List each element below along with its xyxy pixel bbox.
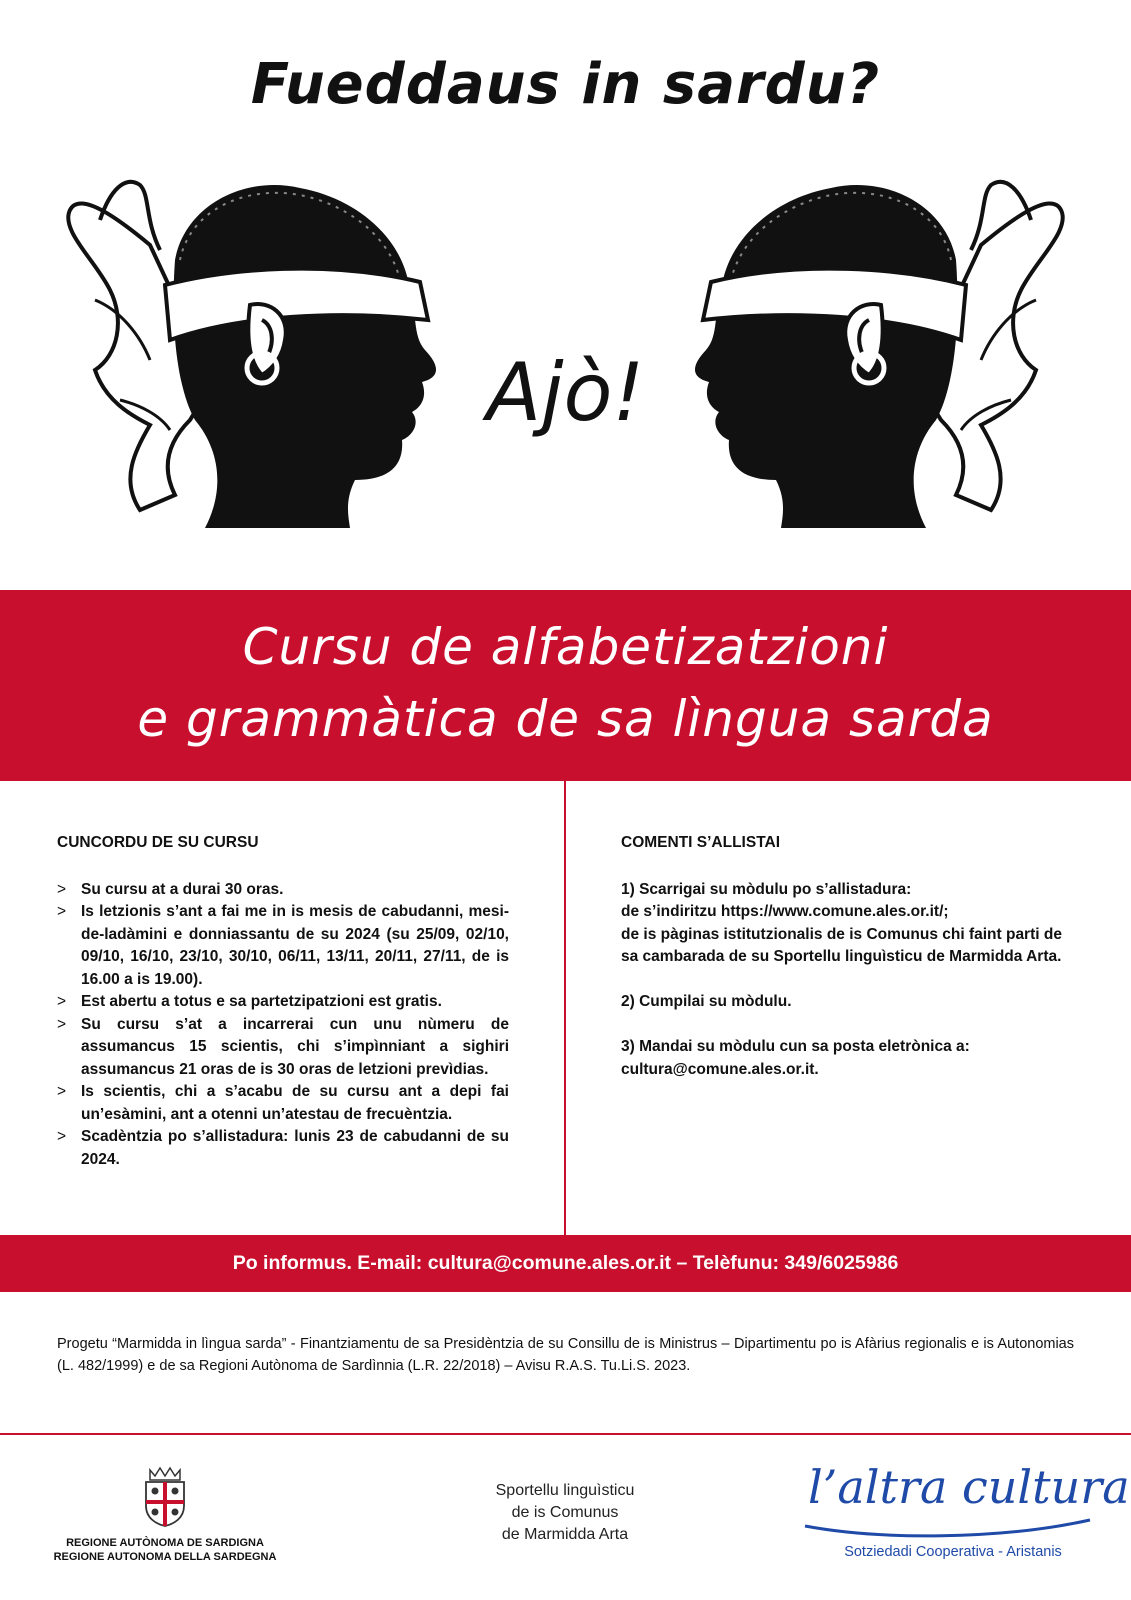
- altra-cultura-logo: [800, 1460, 1130, 1580]
- list-item: > Scadèntzia po s’allistadura: lunis 23 de cabudanni de su 2024.: [57, 1126, 509, 1171]
- region-name-italian: REGIONE AUTONOMA DELLA SARDEGNA: [53, 1551, 277, 1563]
- list-item: > Is scientis, chi a s’acabu de su cursu ant a depi fai un’esàmini, ant a otenni un’atestau de frecuèntzia.: [57, 1081, 509, 1126]
- list-item: > Su cursu at a durai 30 oras.: [57, 879, 509, 902]
- poster-title: Fueddaus in sardu?: [250, 52, 881, 117]
- region-name-sardinian: REGIONE AUTÒNOMA DE SARDIGNA: [66, 1537, 264, 1549]
- step-1-pages: de is pàginas istitutzionalis de is Comunus chi faint parti de sa cambarada de su Sportellu linguìsticu de Marmidda Arta.: [621, 925, 1062, 965]
- region-sardinia-logo: [30, 1466, 300, 1576]
- contact-info-bar: Po informus. E-mail: cultura@comune.ales.or.it – Telèfunu: 349/6025986: [0, 1235, 1131, 1292]
- step-1-website-link[interactable]: de s’indiritzu https://www.comune.ales.or.it/;: [621, 903, 949, 920]
- course-agreement-heading: CUNCORDU DE SU CURSU: [57, 834, 259, 851]
- how-to-enroll-section: [621, 832, 1076, 1104]
- column-divider: [564, 781, 566, 1235]
- course-title-line-2: e grammàtica de sa lìngua sarda: [137, 690, 994, 748]
- course-title-banner: [0, 590, 1131, 781]
- altra-cultura-subtitle: Sotziedadi Cooperativa - Aristanis: [844, 1544, 1062, 1560]
- list-item: > Su cursu s’at a incarrerai cun unu nùmeru de assumancus 15 scientis, chi s’impìnniant a sighiri assumancus 21 oras de is 30 oras de letzioni prevìdias.: [57, 1014, 509, 1082]
- altra-cultura-swoosh-icon: [800, 1506, 1100, 1546]
- enroll-step-3: [621, 1036, 1076, 1081]
- step-1-intro: 1) Scarrigai su mòdulu po s’allistadura:: [621, 880, 912, 898]
- step-2-text: 2) Cumpilai su mòdulu.: [621, 993, 792, 1010]
- funding-statement: Progetu “Marmidda in lìngua sarda” - Finantziamentu de sa Presidèntzia de su Consillu de is Ministrus – Dipartimentu po is Afàrius regionalis e is Autonomias (L. 482/1999) e de sa Regioni Autònoma de Sardìnnia (L.R. 22/2018) – Avisu R.A.S. Tu.Li.S. 2023.: [57, 1336, 1074, 1374]
- how-to-enroll-heading: COMENTI S’ALLISTAI: [621, 834, 781, 851]
- sportellu-line-2: de is Comunus: [511, 1504, 619, 1521]
- list-item: > Is letzionis s’ant a fai me in is mesis de cabudanni, mesi-de-ladàmini e donniassantu de su 2024 (su 25/09, 02/10, 09/10, 16/10, 23/10, 30/10, 06/11, 13/11, 20/11, 27/11, de is 16.00 a is 19.00).: [57, 901, 509, 991]
- footer-divider: [0, 1433, 1131, 1435]
- enroll-step-1: [621, 879, 1076, 969]
- step-3-intro: 3) Mandai su mòdulu cun sa posta eletrònica a:: [621, 1038, 970, 1055]
- step-3-email-link[interactable]: cultura@comune.ales.or.it.: [621, 1060, 819, 1078]
- course-agreement-list: [57, 879, 509, 1172]
- enroll-step-2: [621, 991, 1076, 1014]
- sportellu-line-1: Sportellu linguìsticu: [495, 1482, 635, 1499]
- altra-cultura-wordmark: l’altra cultura: [808, 1460, 1130, 1514]
- list-item: > Est abertu a totus e sa partetzipatzioni est gratis.: [57, 991, 509, 1014]
- exclamation-text: Ajò!: [486, 346, 645, 439]
- region-coat-of-arms-icon: [140, 1466, 190, 1528]
- course-title-line-1: Cursu de alfabetizatzioni: [242, 618, 889, 676]
- sportellu-line-3: de Marmidda Arta: [501, 1526, 629, 1543]
- sportellu-linguisticu-label: [440, 1480, 690, 1546]
- course-agreement-section: [57, 832, 509, 1171]
